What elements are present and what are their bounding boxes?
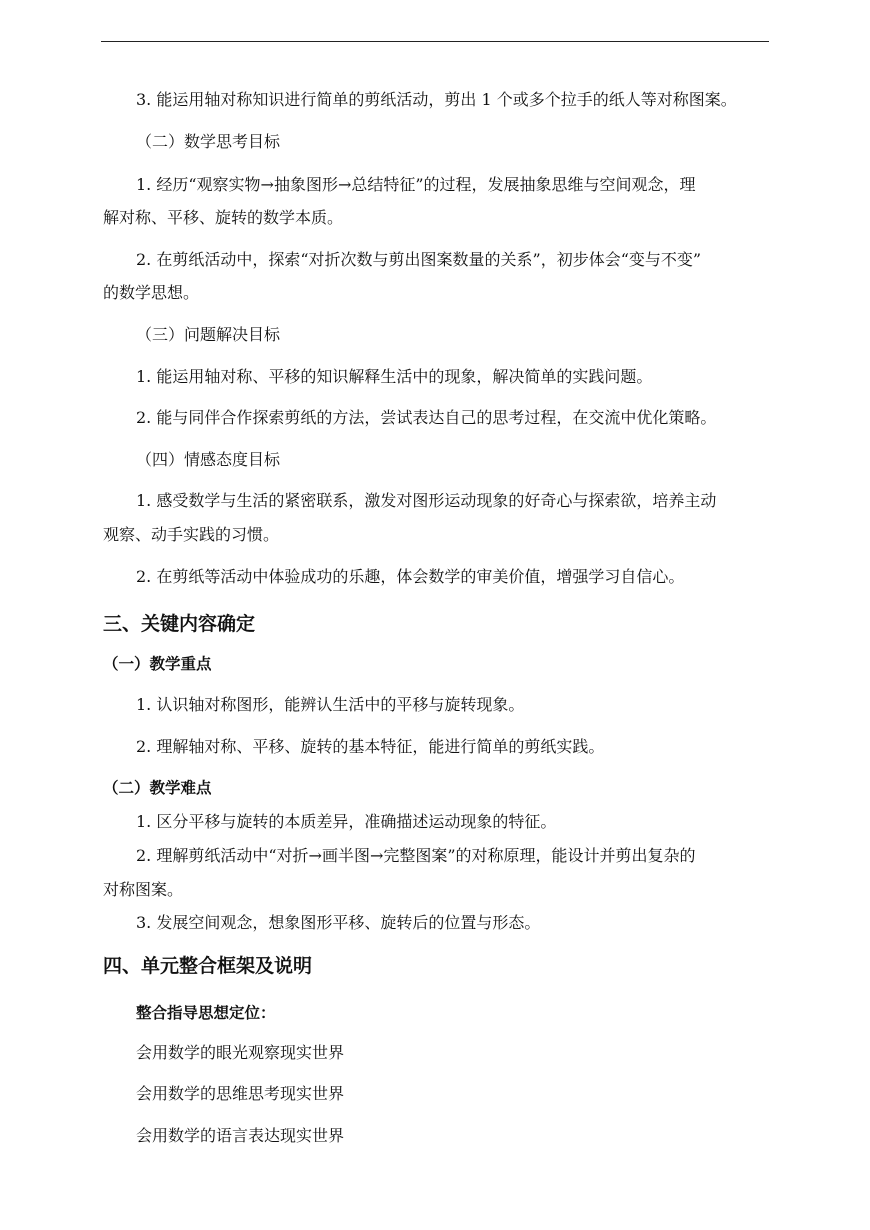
thinking-goal-1-line1: 1. 经历“观察实物→抽象图形→总结特征”的过程，发展抽象思维与空间观念，理: [136, 175, 696, 194]
skill-goal-3: 3. 能运用轴对称知识进行简单的剪纸活动，剪出 1 个或多个拉手的纸人等对称图案。: [136, 90, 737, 109]
teaching-difficulty-3: 3. 发展空间观念，想象图形平移、旋转后的位置与形态。: [136, 913, 541, 932]
guiding-idea-label: 整合指导思想定位：: [136, 1004, 276, 1022]
framework-line-2: 会用数学的思维思考现实世界: [136, 1084, 345, 1103]
teaching-difficulty-1: 1. 区分平移与旋转的本质差异，准确描述运动现象的特征。: [136, 812, 557, 831]
header-rule: [101, 41, 769, 42]
thinking-goal-1-line2: 解对称、平移、旋转的数学本质。: [103, 208, 344, 227]
framework-line-3: 会用数学的语言表达现实世界: [136, 1126, 345, 1145]
teaching-focus-2: 2. 理解轴对称、平移、旋转的基本特征，能进行简单的剪纸实践。: [136, 737, 605, 756]
problem-goals-heading: （三）问题解决目标: [136, 325, 281, 344]
teaching-difficulty-2-line1: 2. 理解剪纸活动中“对折→画半图→完整图案”的对称原理，能设计并剪出复杂的: [136, 846, 696, 865]
section-3-heading: 三、关键内容确定: [103, 613, 256, 635]
framework-line-1: 会用数学的眼光观察现实世界: [136, 1043, 345, 1062]
emotion-goal-1-line2: 观察、动手实践的习惯。: [103, 525, 280, 544]
section-4-heading: 四、单元整合框架及说明: [103, 955, 313, 977]
teaching-difficulty-2-line2: 对称图案。: [103, 880, 184, 899]
teaching-focus-1: 1. 认识轴对称图形，能辨认生活中的平移与旋转现象。: [136, 695, 525, 714]
teaching-focus-heading: （一）教学重点: [103, 655, 212, 673]
emotion-goal-2: 2. 在剪纸等活动中体验成功的乐趣，体会数学的审美价值，增强学习自信心。: [136, 567, 685, 586]
problem-goal-1: 1. 能运用轴对称、平移的知识解释生活中的现象，解决简单的实践问题。: [136, 367, 653, 386]
thinking-goal-2-line1: 2. 在剪纸活动中，探索“对折次数与剪出图案数量的关系”，初步体会“变与不变”: [136, 250, 702, 269]
teaching-difficulty-heading: （二）教学难点: [103, 779, 212, 797]
emotion-goals-heading: （四）情感态度目标: [136, 450, 281, 469]
thinking-goal-2-line2: 的数学思想。: [103, 283, 200, 302]
problem-goal-2: 2. 能与同伴合作探索剪纸的方法，尝试表达自己的思考过程，在交流中优化策略。: [136, 408, 717, 427]
thinking-goals-heading: （二）数学思考目标: [136, 132, 281, 151]
emotion-goal-1-line1: 1. 感受数学与生活的紧密联系，激发对图形运动现象的好奇心与探索欲，培养主动: [136, 491, 717, 510]
